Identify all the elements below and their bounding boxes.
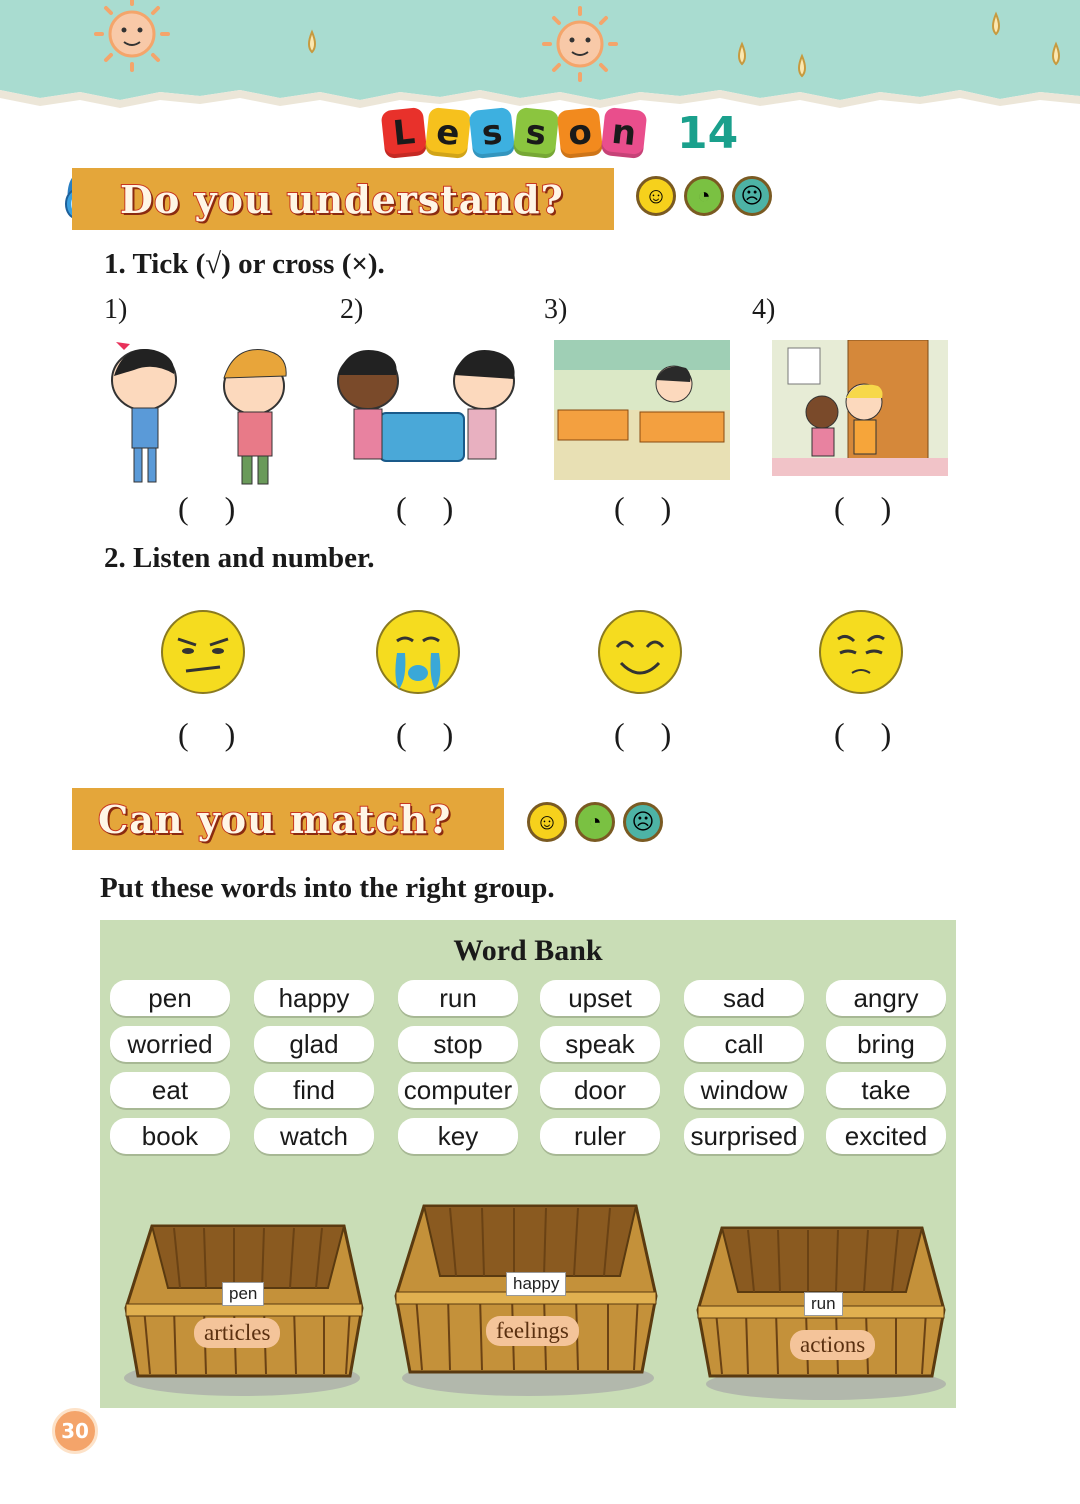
illustration-girls-with-fish-tank (328, 345, 524, 485)
answer-blank[interactable]: ( ) (614, 716, 686, 752)
page-number: 30 (52, 1408, 98, 1454)
answer-blank[interactable]: ( ) (396, 490, 468, 526)
word-chip[interactable]: excited (826, 1118, 946, 1154)
answer-blank[interactable]: ( ) (178, 490, 250, 526)
question-1-title: 1. Tick (√) or cross (×). (104, 248, 385, 280)
question-2-title: 2. Listen and number. (104, 542, 375, 574)
lesson-title (383, 103, 738, 163)
lesson-letter-tile: e (425, 107, 472, 159)
sad-face-icon[interactable]: ☹ (732, 176, 772, 216)
word-bank (100, 920, 956, 1408)
answer-blank[interactable]: ( ) (396, 716, 468, 752)
worried-face-icon (818, 609, 904, 695)
word-chip[interactable]: eat (110, 1072, 230, 1108)
angry-face-icon (160, 609, 246, 695)
illustration-girl-and-boy (104, 340, 300, 490)
header-band (0, 0, 1080, 120)
answer-blank[interactable]: ( ) (834, 490, 906, 526)
happy-face-icon[interactable]: ☺ (636, 176, 676, 216)
item-number: 3) (544, 294, 568, 325)
basket-tag: run (804, 1292, 843, 1316)
rating-faces (527, 802, 663, 842)
lesson-letter-tile: o (557, 107, 604, 159)
illustration-classroom (554, 340, 730, 480)
worried-face-icon[interactable]: ◔ (575, 802, 615, 842)
word-chip[interactable]: happy (254, 980, 374, 1016)
word-chip[interactable]: bring (826, 1026, 946, 1062)
worried-face-icon[interactable]: ◔ (684, 176, 724, 216)
word-chip[interactable]: take (826, 1072, 946, 1108)
lesson-number: 14 (677, 107, 739, 159)
answer-blank[interactable]: ( ) (834, 716, 906, 752)
crying-face-icon (375, 609, 461, 695)
basket-tag: pen (222, 1282, 264, 1306)
illustration-doorway (772, 340, 948, 476)
section-banner-understand (72, 168, 614, 230)
word-chip[interactable]: window (684, 1072, 804, 1108)
item-number: 4) (752, 294, 776, 325)
sad-face-icon[interactable]: ☹ (623, 802, 663, 842)
word-chip[interactable]: upset (540, 980, 660, 1016)
lesson-letter-tile: n (601, 107, 648, 159)
basket-label: actions (790, 1330, 875, 1360)
word-chip[interactable]: call (684, 1026, 804, 1062)
basket-label: feelings (486, 1316, 579, 1346)
item-number: 2) (340, 294, 364, 325)
word-chip[interactable]: key (398, 1118, 518, 1154)
section-banner-text: Can you match? (98, 796, 452, 842)
word-chip[interactable]: surprised (684, 1118, 804, 1154)
lesson-letter-tile: L (381, 107, 428, 159)
word-chip[interactable]: stop (398, 1026, 518, 1062)
answer-blank[interactable]: ( ) (178, 716, 250, 752)
section-banner-match (72, 788, 504, 850)
smiling-face-icon (597, 609, 683, 695)
lesson-letter-tile: s (513, 107, 560, 159)
lesson-letter-tile: s (469, 107, 516, 159)
happy-face-icon[interactable]: ☺ (527, 802, 567, 842)
word-chip[interactable]: pen (110, 980, 230, 1016)
word-chip[interactable]: angry (826, 980, 946, 1016)
basket-label: articles (194, 1318, 280, 1348)
item-number: 1) (104, 294, 128, 325)
word-chip[interactable]: run (398, 980, 518, 1016)
word-bank-title: Word Bank (453, 934, 603, 967)
rating-faces (636, 176, 772, 216)
word-chip[interactable]: glad (254, 1026, 374, 1062)
word-chip[interactable]: sad (684, 980, 804, 1016)
word-chip[interactable]: computer (398, 1072, 518, 1108)
word-chip[interactable]: watch (254, 1118, 374, 1154)
basket-tag: happy (506, 1272, 566, 1296)
basket-feelings[interactable] (390, 1196, 660, 1396)
word-chip[interactable]: worried (110, 1026, 230, 1062)
word-chip[interactable]: ruler (540, 1118, 660, 1154)
answer-blank[interactable]: ( ) (614, 490, 686, 526)
word-chip[interactable]: door (540, 1072, 660, 1108)
section-banner-text: Do you understand? (120, 176, 564, 222)
word-chip[interactable]: book (110, 1118, 230, 1154)
word-chip[interactable]: find (254, 1072, 374, 1108)
match-instruction: Put these words into the right group. (100, 872, 555, 904)
word-chip[interactable]: speak (540, 1026, 660, 1062)
